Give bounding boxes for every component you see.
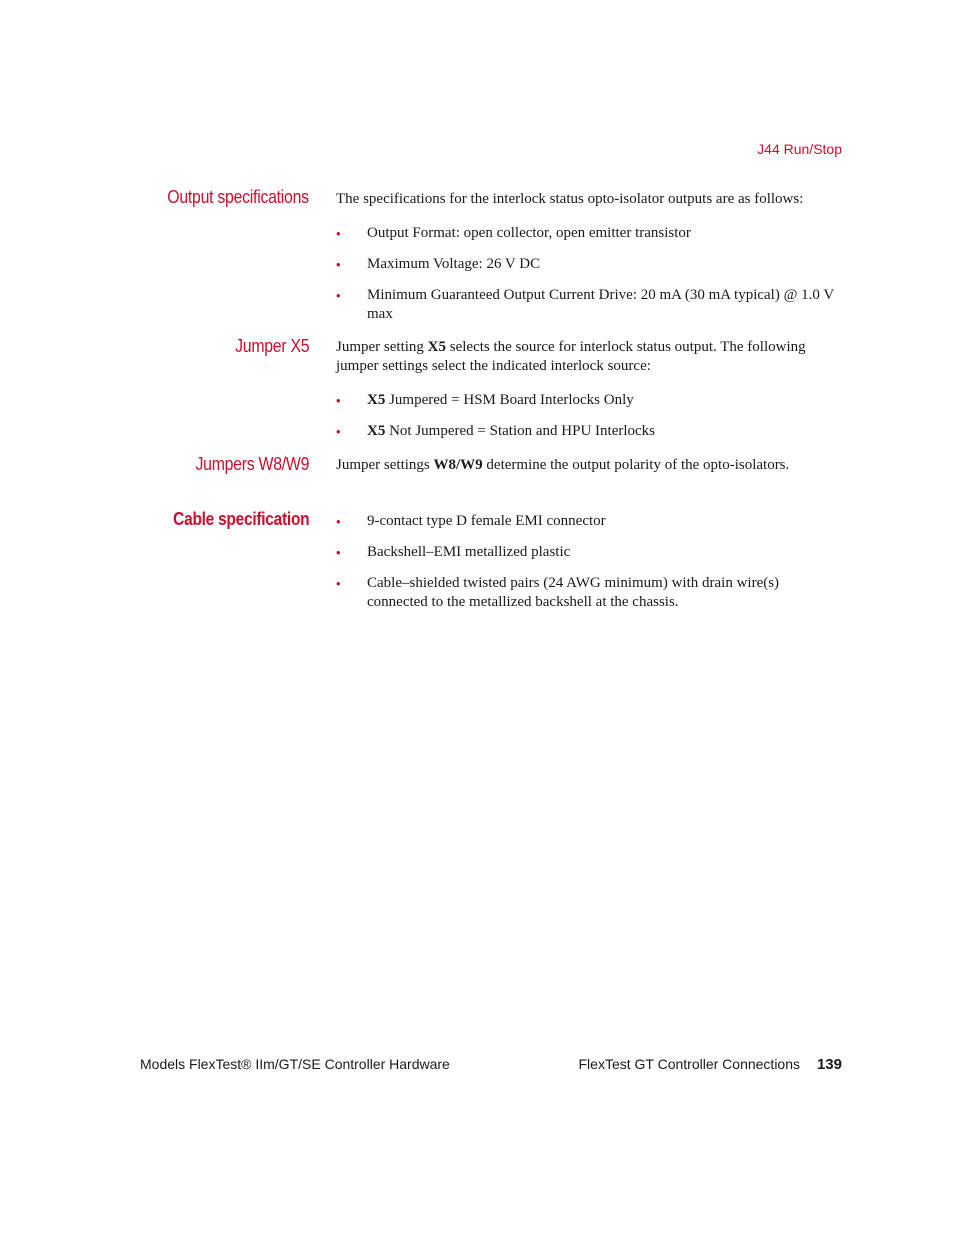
bullet-icon: •: [336, 545, 341, 560]
list-item-bold: X5: [367, 423, 386, 439]
running-head: J44 Run/Stop: [757, 141, 842, 157]
list-item: [336, 286, 841, 324]
x5-intro: [336, 338, 841, 376]
list-item-text: 9-contact type D female EMI connector: [367, 513, 606, 529]
heading-jumper-x5: Jumper X5: [234, 336, 309, 356]
list-item-text: Not Jumpered = Station and HPU Interlocks: [385, 423, 656, 439]
page-number: 139: [816, 1056, 842, 1073]
x5-intro-pre: Jumper setting: [336, 339, 428, 355]
w8w9-intro-bold: W8/W9: [433, 457, 483, 473]
list-item-text: Jumpered = HSM Board Interlocks Only: [385, 392, 634, 408]
bullet-icon: •: [336, 257, 341, 272]
bullet-icon: •: [336, 226, 341, 241]
w8w9-intro-pre: Jumper settings: [336, 457, 434, 473]
list-item: [336, 574, 841, 612]
footer-document-title: Models FlexTest® IIm/GT/SE Controller Hardware: [140, 1056, 450, 1072]
list-item: [336, 512, 841, 531]
bullet-icon: •: [336, 288, 341, 303]
list-item: [336, 224, 841, 243]
list-item-bold: X5: [367, 392, 386, 408]
bullet-icon: •: [336, 393, 341, 408]
list-item: [336, 422, 841, 441]
list-item-text: Minimum Guaranteed Output Current Drive: 20 mA (30 mA typical) @ 1.0 V max: [367, 287, 834, 322]
list-item-text: Output Format: open collector, open emitter transistor: [367, 225, 691, 241]
list-item-text: Maximum Voltage: 26 V DC: [367, 256, 541, 272]
x5-intro-bold: X5: [427, 339, 446, 355]
list-item: [336, 543, 841, 562]
cable-spec-list: [336, 512, 841, 624]
heading-cable-specification: Cable specification: [172, 509, 309, 529]
x5-list: [336, 391, 841, 453]
x5-intro-post: selects the source for interlock status output. The following jumper settings select the indicated interlock source:: [336, 339, 806, 374]
w8w9-intro-post: determine the output polarity of the opto-isolators.: [482, 457, 790, 473]
list-item: [336, 255, 841, 274]
heading-jumpers-w8-w9: Jumpers W8/W9: [195, 454, 309, 474]
list-item-text: Backshell–EMI metallized plastic: [367, 544, 571, 560]
footer-chapter-title: FlexTest GT Controller Connections: [578, 1056, 800, 1072]
list-item-text: Cable–shielded twisted pairs (24 AWG minimum) with drain wire(s) connected to the metallized backshell at the chassis.: [367, 575, 780, 610]
bullet-icon: •: [336, 576, 341, 591]
output-spec-list: [336, 224, 841, 336]
bullet-icon: •: [336, 514, 341, 529]
w8w9-intro: [336, 456, 841, 475]
heading-output-specifications: Output specifications: [167, 187, 309, 207]
output-intro: The specifications for the interlock status opto-isolator outputs are as follows:: [336, 191, 804, 207]
list-item: [336, 391, 841, 410]
bullet-icon: •: [336, 424, 341, 439]
